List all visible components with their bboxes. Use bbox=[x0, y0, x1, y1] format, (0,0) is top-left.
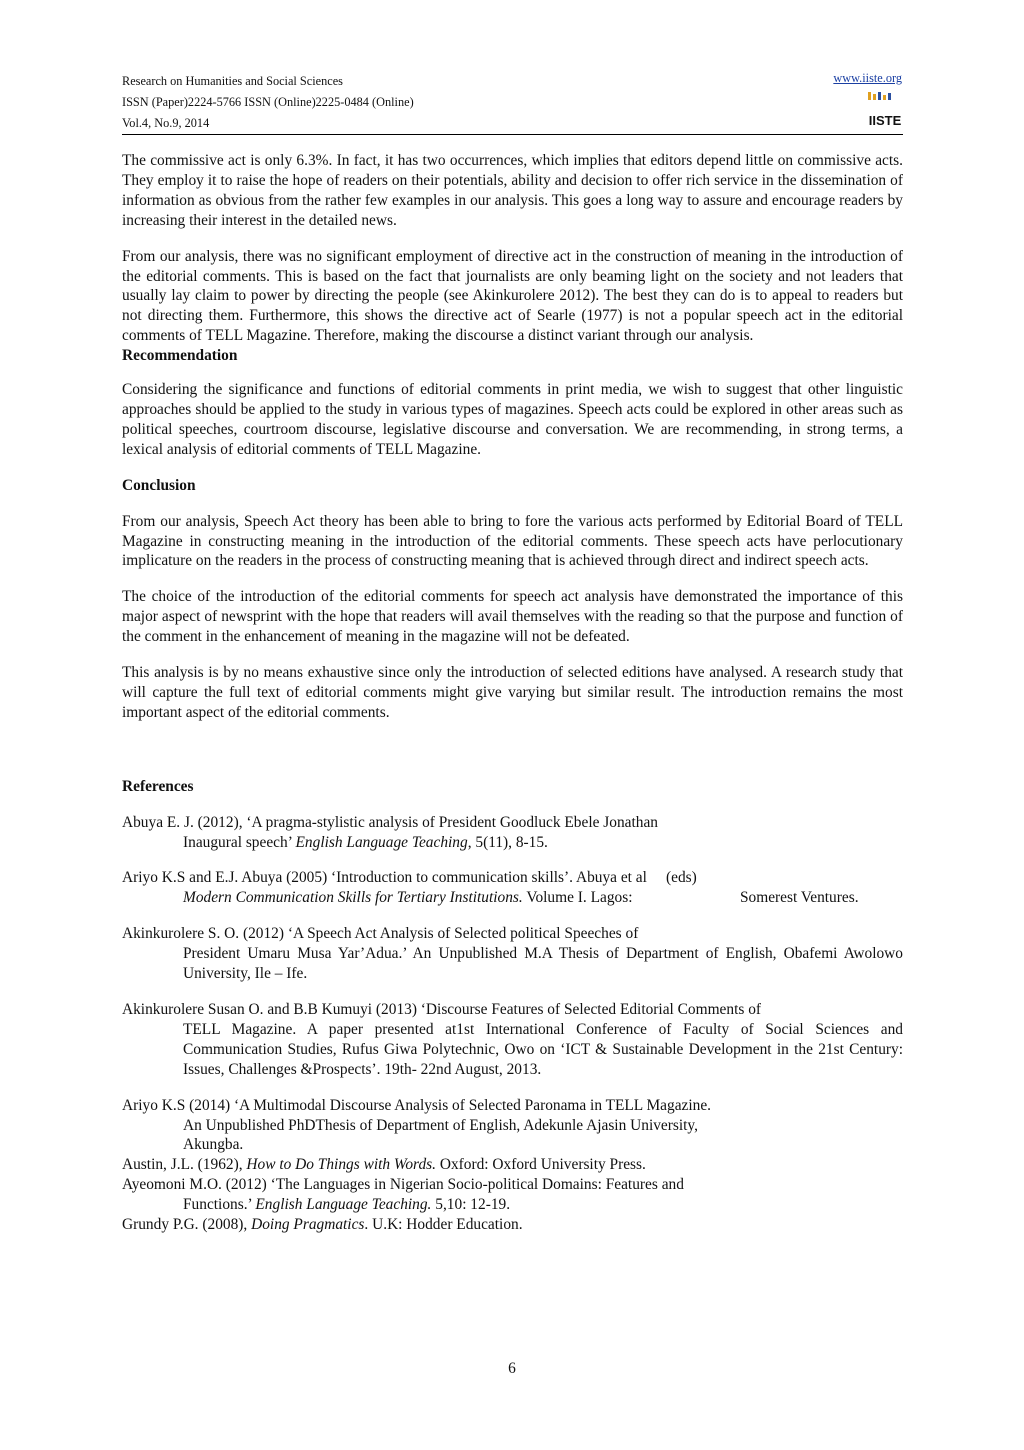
reference-entry bbox=[122, 1215, 903, 1235]
journal-title: Research on Humanities and Social Sciences bbox=[122, 74, 343, 88]
reference-line: Grundy P.G. (2008), Doing Pragmatics. U.K: Hodder Education. bbox=[122, 1216, 523, 1234]
conclusion-paragraph: From our analysis, Speech Act theory has been able to bring to fore the various acts performed by Editorial Board of TELL Magazine in constructing meaning in the introduction of the editorial comments. These speech acts have perlocutionary implicature on the readers in the process of constructing meaning that is achieved through direct and indirect speech acts. bbox=[122, 512, 903, 570]
logo-wordmark: IISTE bbox=[868, 113, 902, 128]
conclusion-heading: Conclusion bbox=[122, 476, 196, 494]
reference-entry bbox=[122, 1000, 903, 1080]
reference-entry bbox=[122, 868, 903, 908]
reference-line: Ariyo K.S and E.J. Abuya (2005) ‘Introduction to communication skills’. Abuya et al (eds) bbox=[122, 869, 697, 887]
reference-line: TELL Magazine. A paper presented at1st International Conference of Faculty of Social Sciences and Communication Studies, Rufus Giwa Polytechnic, Owo on ‘ICT & Sustainable Development in the 21st Century: Issues, Challenges &Prospects’. 19th- 22nd August, 2013. bbox=[183, 1020, 903, 1078]
reference-entry bbox=[122, 1096, 903, 1156]
conclusion-paragraph: This analysis is by no means exhaustive since only the introduction of selected editions have analysed. A research study that will capture the full text of editorial comments might give varying but similar result. The introduction remains the most important aspect of the editorial comments. bbox=[122, 664, 903, 721]
body-paragraph: The commissive act is only 6.3%. In fact, it has two occurrences, which implies that editors depend little on commissive acts. They employ it to raise the hope of readers on their potentials, ability and decision to offer rich service in the dissemination of information as obvious from the rather few examples in our analysis. This goes a long way to assure and encourage readers by increasing their interest in the detailed news. bbox=[122, 152, 903, 229]
page-number: 6 bbox=[508, 1360, 516, 1377]
reference-line: Austin, J.L. (1962), How to Do Things with Words. Oxford: Oxford University Press. bbox=[122, 1156, 646, 1174]
journal-volume: Vol.4, No.9, 2014 bbox=[122, 116, 210, 130]
reference-line: Akinkurolere Susan O. and B.B Kumuyi (2013) ‘Discourse Features of Selected Editorial Comments of bbox=[122, 1001, 762, 1018]
reference-line: Ayeomoni M.O. (2012) ‘The Languages in Nigerian Socio-political Domains: Features and bbox=[122, 1176, 684, 1194]
recommendation-paragraph: Considering the significance and functions of editorial comments in print media, we wish to suggest that other linguistic approaches should be applied to the study in various types of magazines. Speech acts could be explored in other areas such as political speeches, courtroom discourse, legislative discourse and conversation. We are recommending, in strong terms, a lexical analysis of editorial comments of TELL Magazine. bbox=[122, 381, 903, 458]
reference-line: Akinkurolere S. O. (2012) ‘A Speech Act Analysis of Selected political Speeches of bbox=[122, 925, 639, 943]
reference-line: President Umaru Musa Yar’Adua.’ An Unpublished M.A Thesis of Department of English, Obafemi Awolowo University, Ile – Ife. bbox=[183, 945, 903, 983]
reference-entry bbox=[122, 1155, 903, 1175]
reference-line: Functions.’ English Language Teaching. 5,10: 12-19. bbox=[183, 1196, 511, 1214]
reference-line: Ariyo K.S (2014) ‘A Multimodal Discourse Analysis of Selected Paronama in TELL Magazine. bbox=[122, 1096, 712, 1114]
header-rule bbox=[122, 134, 903, 135]
reference-entry bbox=[122, 924, 903, 984]
reference-line: Modern Communication Skills for Tertiary Institutions. Volume I. Lagos: Somerest Ventures. bbox=[183, 889, 859, 907]
recommendation-heading: Recommendation bbox=[122, 347, 238, 365]
reference-line: An Unpublished PhDThesis of Department of English, Adekunle Ajasin University, bbox=[183, 1116, 698, 1134]
reference-line: Inaugural speech’ English Language Teaching, 5(11), 8-15. bbox=[183, 833, 548, 851]
journal-header bbox=[122, 71, 414, 134]
reference-entry bbox=[122, 1175, 903, 1215]
reference-line: Akungba. bbox=[183, 1136, 244, 1154]
journal-issn: ISSN (Paper)2224-5766 ISSN (Online)2225-0484 (Online) bbox=[122, 95, 414, 109]
iiste-logo bbox=[866, 92, 904, 128]
body-paragraph: From our analysis, there was no significant employment of directive act in the construction of meaning in the introduction of the editorial comments. This is based on the fact that journalists are only beaming light on the society and not leaders that usually lay claim to power by directing the people (see Akinkurolere 2012). The best they can do is to appeal to readers but not directing them. Furthermore, this shows the directive act of Searle (1977) is not a popular speech act in the editorial comments of TELL Magazine. Therefore, making the discourse a distinct variant through our analysis. bbox=[122, 247, 903, 345]
reference-line: Abuya E. J. (2012), ‘A pragma-stylistic analysis of President Goodluck Ebele Jonathan bbox=[122, 813, 658, 831]
reference-entry bbox=[122, 813, 903, 853]
page-body bbox=[122, 151, 903, 1235]
references-heading: References bbox=[122, 777, 194, 795]
journal-url-link[interactable]: www.iiste.org bbox=[833, 71, 902, 85]
conclusion-paragraph: The choice of the introduction of the editorial comments for speech act analysis have demonstrated the importance of this major aspect of newsprint with the hope that readers will avail themselves with the reading so that the purpose and function of the comment in the enhancement of meaning in the magazine will not be defeated. bbox=[122, 588, 903, 646]
